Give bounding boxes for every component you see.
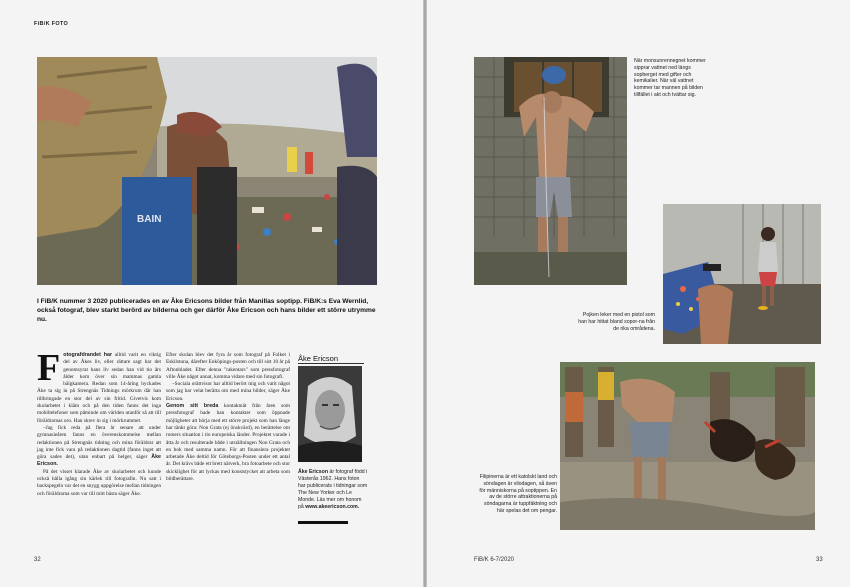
boy-with-pistol-photo: [663, 204, 821, 344]
section-header: FiB/K FOTO: [34, 21, 69, 27]
photographer-name: Åke Ericsons: [170, 298, 213, 305]
caption-shower: När monsunrennegnet kommer sipprar vattnet ned längs sopberget med gifter och kemikalier. När väl vattnet kommer tar mannen på bilden tillfället i akt och tvättar sig.: [634, 58, 706, 98]
sidebar-title: Åke Ericson: [298, 354, 339, 363]
cockfight-photo: [560, 362, 815, 530]
caption-boy: Pojken leker med en pistol som han har hittat bland sopor-na från de rika områdena.: [578, 312, 655, 332]
page-number-right: 33: [816, 557, 823, 563]
sidebar-divider: [298, 363, 364, 364]
photographer-bio: Åke Ericson är fotograf född i Västerås 1962. Hans foton har publicerats i tidningar som The New Yorker och Le Monde. Läs mer om honom på www.akeericson.com.: [298, 469, 368, 510]
sidebar-end-bar: [298, 521, 348, 524]
body-column-2: Efter skolan blev det fyra år som fotograf på Folket i Eskilstuna, därefter Enköpings-posten och till sist 10 år på Aftonbladet. Efter denna "rakentars" som pressfotograf ville Åke något annat, komma vidare med sin fotografi. –Sociala orättvisor har alltid berört mig och varit något som jag har velat berätta om med mina bilder, säger Åke Ericson. Genom sitt breda kontaktnät från åren som pressfotograf hade han kontakter som öppnade möjligheter att börja med ett större projekt som han länge har tänkt göra: Non Grata (ej önskvärd), en berättelse om romers situation i tio europeiska länder. Projektet varade i åtta år och resulterade både i utställningen Non Grata och en bok med samma namn. För att finansiera projektet arbetade Åke deltid för Göteborgs-Posten under ett antal år. Det krävs både ett brett nätverk, bra fotoarbete och stor skicklighet för att lyckas med konststycket att arbeta som bildberättare.: [166, 352, 290, 483]
left-page: [0, 0, 423, 587]
website-link[interactable]: www.akeericson.com.: [305, 504, 360, 510]
portrait-photo: [298, 366, 362, 462]
right-page: [427, 0, 850, 587]
issue-footer: FiB/K 6-7/2020: [474, 557, 515, 563]
shower-photo: [474, 57, 627, 285]
landfill-photo: [37, 57, 377, 285]
author-name: Eva Wernlid,: [328, 298, 369, 305]
svg-text:BAIN: BAIN: [137, 214, 162, 225]
body-column-1: Fotografdrandet har alltid varit en viktig del av Åkes liv, eller rättare sagt har det genomsyrat hans liv sedan han vid tio års ålder kom över sin mammas gamla bälgkamera. Redan som 14-åring hyckades Åke ta sig in på Strengnäs Tidnings mörkrum där han tillbringade en stor del av sin fritid. Givetvis kom skolarbetet i kläm och på den tiden fanns det inga mobiltelefoner som påminde om världen utanför så att till föräldrarnas oro. Han skrev in sig i mörkrummet. –Jag fick reda på flera år senare att under gymnasieåren fanns en överenskommelse mellan redaktionen på Strengnäs tidning och mina föräldrar att jag inte fick vara på redaktionen dagtid (fanns inget att göra sades det), utan enbart på helger, säger Åke Ericson. På det visset klarade Åke av skolarbetet och kunde också hålla igång sin kärlek till fotografin. Nu satt i backspegeln var det en snygg uppgörelse mellan tidningen och föräldrarna som var till mitt bästa säger Åke.: [37, 347, 162, 497]
page-number-left: 32: [34, 557, 41, 563]
caption-cockfight: Filipinerna är ett katolskt land och söndagen är vilodagen, så även för människorna på soptippen. En av de större attraktionerna på söndagarna är tuppfäktning och här spelas det om pengar.: [479, 474, 557, 514]
drop-cap: F: [37, 347, 61, 389]
lead-paragraph: I FiB/K nummer 3 2020 publicerades en av Åke Ericsons bilder från Manillas soptipp. FiB/K:s Eva Wernlid, också fotograf, blev starkt berörd av bilderna och ger därför Åke Ericson och hans bilder ett större utrymme nu.: [37, 298, 376, 323]
